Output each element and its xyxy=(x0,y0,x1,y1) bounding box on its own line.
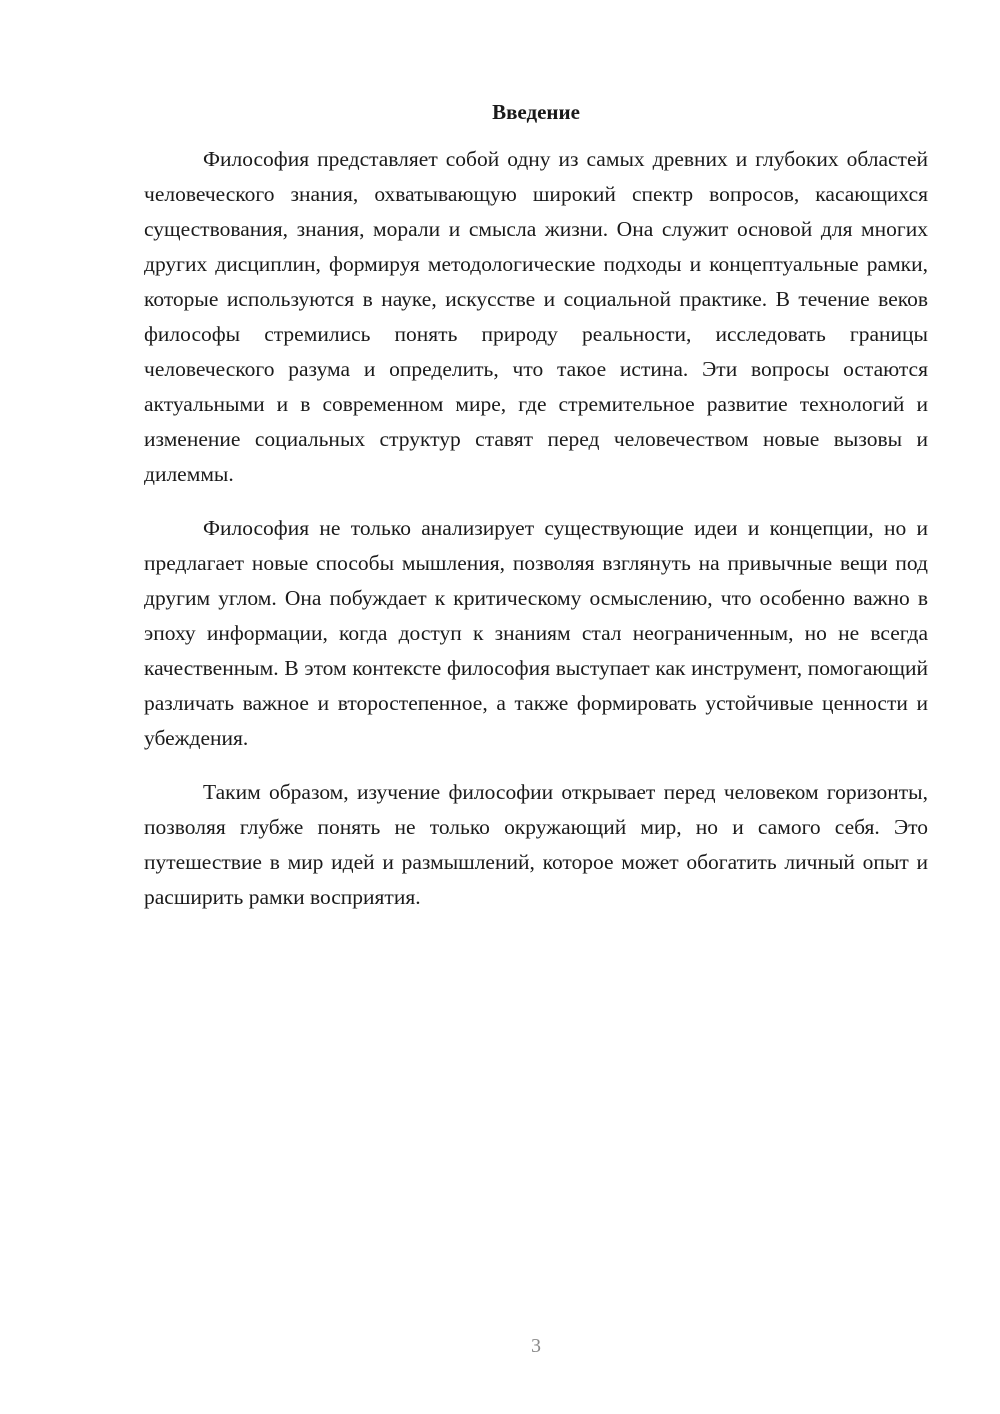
page-number: 3 xyxy=(531,1335,541,1357)
paragraph-1: Философия представляет собой одну из самых древних и глубоких областей человеческого знания, охватывающую широкий спектр вопросов, касающихся существования, знания, морали и смысла жизни. Она служит основой для многих других дисциплин, формируя методологические подходы и концептуальные рамки, которые используются в науке, искусстве и социальной практике. В течение веков философы стремились понять природу реальности, исследовать границы человеческого разума и определить, что такое истина. Эти вопросы остаются актуальными и в современном мире, где стремительное развитие технологий и изменение социальных структур ставят перед человечеством новые вызовы и дилеммы. xyxy=(144,147,928,486)
body-text xyxy=(144,142,928,915)
paragraph-2: Философия не только анализирует существующие идеи и концепции, но и предлагает новые способы мышления, позволяя взглянуть на привычные вещи под другим углом. Она побуждает к критическому осмыслению, что особенно важно в эпоху информации, когда доступ к знаниям стал неограниченным, но не всегда качественным. В этом контексте философия выступает как инструмент, помогающий различать важное и второстепенное, а также формировать устойчивые ценности и убеждения. xyxy=(144,516,928,750)
paragraph-3: Таким образом, изучение философии открывает перед человеком горизонты, позволяя глубже понять не только окружающий мир, но и самого себя. Это путешествие в мир идей и размышлений, которое может обогатить личный опыт и расширить рамки восприятия. xyxy=(144,780,928,909)
section-title: Введение xyxy=(492,100,580,124)
